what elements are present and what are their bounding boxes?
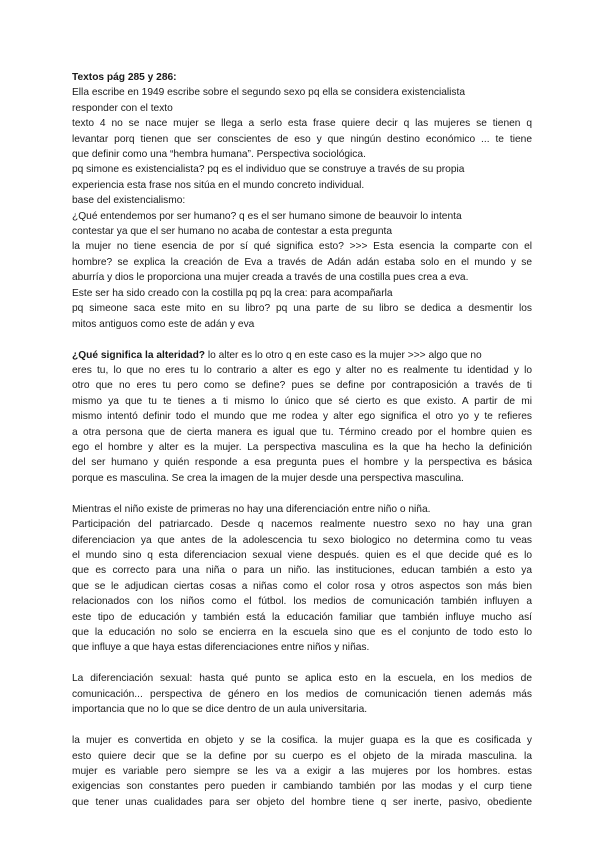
text-line: comunicación... perspectiva de género en los medios de comunicación tienen además más <box>72 688 532 700</box>
text-line: levantar porq tienen que ser conscientes de eso y que ningún destino económico ... te tiene <box>72 133 532 145</box>
text-line: mismo intentó definir todo el mundo que me rodea y alter ego significa el otro yo y te refieres <box>72 411 532 423</box>
text-line: que la educación no solo se encierra en la escuela sino que es el conjunto de todo esto lo <box>72 627 532 638</box>
text-line: mujer es variable pero siempre se les va a exigir a las mujeres por los hombres. estas <box>72 766 532 778</box>
text-line: mismo ya que tu te tienes a ti mismo lo único que sé cierto es que existo. A partir de mi <box>72 395 532 407</box>
text-line: texto 4 no se nace mujer se llega a serlo esta frase quiere decir q las mujeres se tienen q <box>72 118 532 130</box>
text-line: importancia que no lo que se dice dentro de un aula universitaria. <box>72 704 368 716</box>
text-line: Ella escribe en 1949 escribe sobre el segundo sexo pq ella se considera existencialista <box>72 87 466 99</box>
text-line: que definir como una “hembra humana”. Perspectiva sociológica. <box>72 149 366 161</box>
paragraph-nino-nina <box>72 502 532 656</box>
text-line: Este ser ha sido creado con la costilla pq pq la crea: para acompañarla <box>72 287 393 299</box>
document-page <box>72 70 532 810</box>
paragraph-alteridad <box>72 348 532 487</box>
alteridad-lead-text: lo alter es lo otro q en este caso es la mujer >>> algo que no <box>205 349 482 361</box>
text-line: Participación del patriarcado. Desde q nacemos realmente nuestro sexo no hay una gran <box>72 519 532 531</box>
text-line: eres tu, lo que no eres tu lo contrario a alter es ego y alter no es realmente tu identidad y lo <box>72 364 532 376</box>
text-line: que influye a que haya estas diferenciaciones entre niños y niñas. <box>72 642 370 654</box>
paragraph-textos <box>72 70 532 332</box>
text-line: exigencias son constantes pero pueden ir cambiando también por las modas y el curp tiene <box>72 781 532 793</box>
text-line: el mundo sino q esta diferenciacion sexual viene después. quien es el que decide qué es lo <box>72 549 532 561</box>
section-heading: Textos pág 285 y 286: <box>72 72 177 83</box>
text-line: responder con el texto <box>72 102 173 114</box>
text-line: hombre? se explica la creación de Eva a través de Adán adán estaba solo en el mundo y se <box>72 256 532 268</box>
text-line: que se le adjudican ciertas cosas a niñas como el color rosa y otros aspectos son más bien <box>72 580 532 592</box>
paragraph-diferenciacion <box>72 671 532 717</box>
text-line: ¿Qué entendemos por ser humano? q es el ser humano simone de beauvoir lo intenta <box>72 210 462 222</box>
text-line: diferenciacion ya que antes de la adolescencia tu sexo biologico no determina como tu veas <box>72 534 532 546</box>
text-line: ego el hombre y alter es la mujer. La perspectiva masculina es la que ha hecho la definición <box>72 441 532 453</box>
text-line: la mujer es convertida en objeto y se la cosifica. la mujer guapa es la que es cosificada y <box>72 735 532 747</box>
text-line: este tipo de educación y también está la educación familiar que también influye mucho así <box>72 611 532 623</box>
text-line: porque es masculina. Se crea la imagen de la mujer desde una perspectiva masculina. <box>72 472 464 484</box>
text-line: pq simeone saca este mito en su libro? pq una parte de su libro se dedica a desmentir los <box>72 303 532 315</box>
text-line: esto quiere decir que se la define por su cuerpo es el objeto de la mirada masculina. la <box>72 750 532 762</box>
text-line <box>72 348 532 363</box>
text-line: la mujer no tiene esencia de por sí qué significa esto? >>> Esta esencia la comparte con el <box>72 241 532 253</box>
text-line: La diferenciación sexual: hasta qué punto se aplica esto en la escuela, en los medios de <box>72 673 532 685</box>
text-line: del ser humano y quién responde a esa pregunta pues el hombre y la perspectiva es básica <box>72 457 532 469</box>
text-line: experiencia esta frase nos sitúa en el mundo concreto individual. <box>72 179 365 191</box>
text-line: otro que no eres tu pero como se define? pues se define por contraposición a través de ti <box>72 380 532 392</box>
text-line: relacionados con los niños como el fútbol. los medios de comunicación también influyen a <box>72 596 532 608</box>
text-line: que tener unas cualidades para ser objeto del hombre tiene q ser inerte, pasivo, obediente <box>72 796 532 808</box>
text-line: que es correcto para una niña o para un niño. las instituciones, educan también a esto ya <box>72 565 532 577</box>
text-line: base del existencialismo: <box>72 195 186 207</box>
text-line: Mientras el niño existe de primeras no hay una diferenciación entre niño o niña. <box>72 503 431 515</box>
text-line: pq simone es existencialista? pq es el individuo que se construye a través de su propia <box>72 164 465 176</box>
text-line: contestar ya que el ser humano no acaba de contestar a esta pregunta <box>72 226 392 238</box>
alteridad-question: ¿Qué significa la alteridad? <box>72 349 206 361</box>
text-line: a otra persona que de cierta manera es igual que tu. Término creado por el hombre quien es <box>72 426 532 438</box>
text-line: aburría y dios le proporciona una mujer creada a través de una costilla pues crea a eva. <box>72 272 469 284</box>
paragraph-cosificacion <box>72 733 532 810</box>
text-line: mitos antiguos como este de adán y eva <box>72 318 255 330</box>
